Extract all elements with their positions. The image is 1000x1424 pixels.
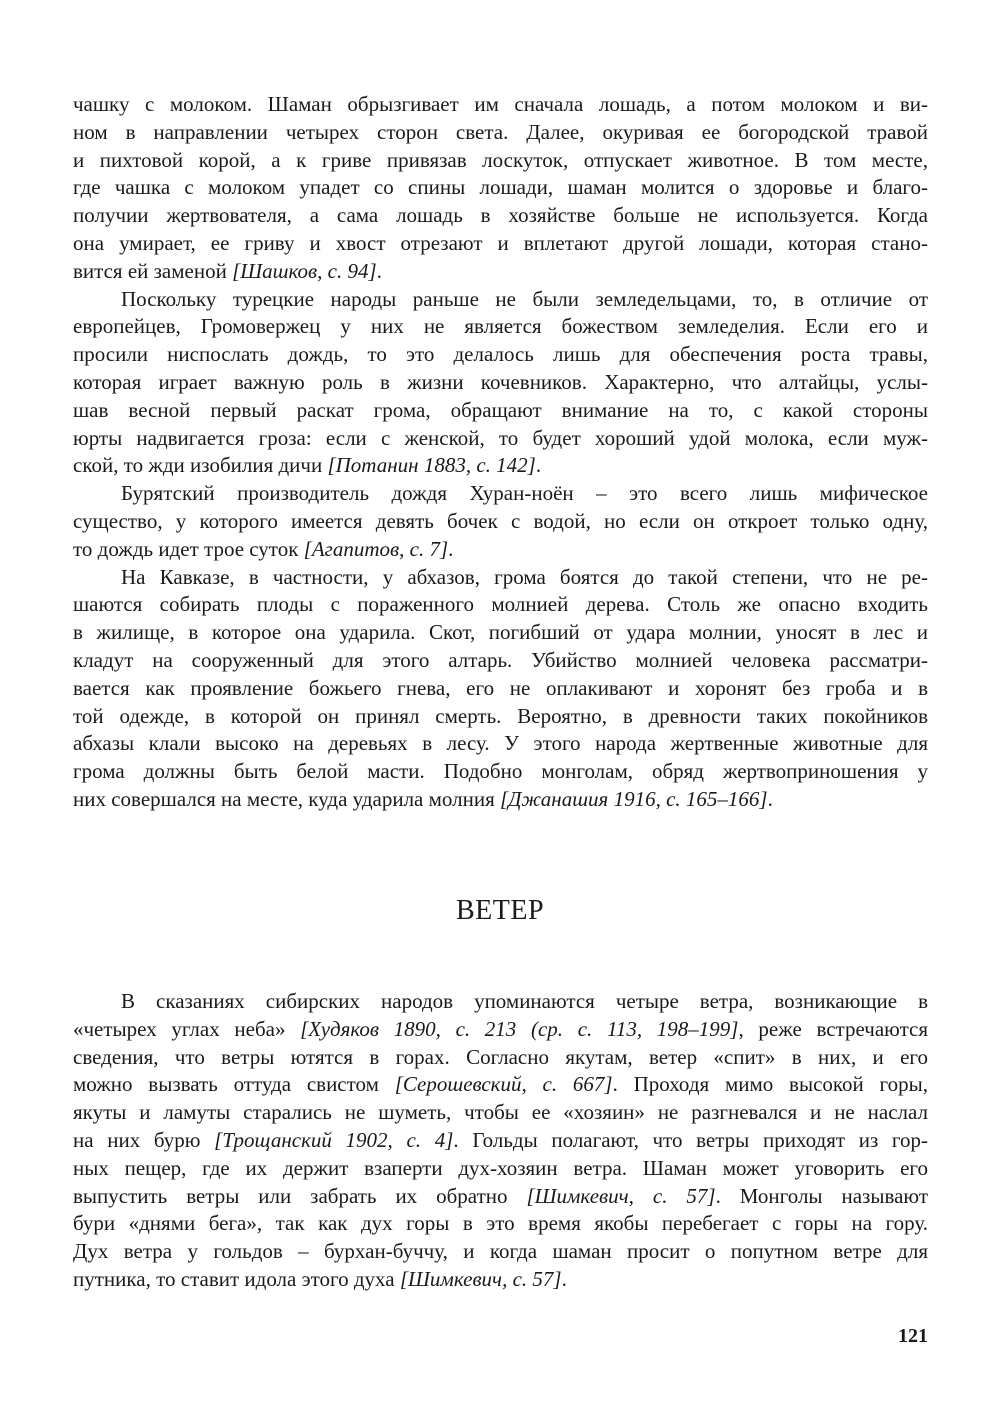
text-segment: Дух ветра у гольдов – бурхан-буччу, и когда шаман просит о попутном ветре для — [73, 1239, 928, 1264]
text-line — [73, 758, 928, 786]
text-line — [73, 508, 928, 536]
text-segment: абхазы клали высоко на деревьях в лесу. У этого народа жертвенные животные для — [73, 731, 928, 756]
text-segment: той одежде, в которой он принял смерть. Вероятно, в древности таких покойников — [73, 703, 928, 728]
text-segment: ской, то жди изобилия дичи — [73, 453, 328, 478]
text-line — [73, 286, 928, 314]
text-segment: европейцев, Громовержец у них не является божеством земледелия. Если его и — [73, 314, 928, 339]
text-segment: которая играет важную роль в жизни кочевников. Характерно, что алтайцы, услы- — [73, 369, 928, 394]
text-segment: на них бурю — [73, 1127, 215, 1152]
citation: [Трощанский 1902, с. 4] — [214, 1127, 454, 1152]
text-segment: . Проходя мимо высокой горы, — [612, 1072, 928, 1097]
paragraph — [73, 286, 928, 481]
text-line — [73, 1071, 928, 1099]
text-line — [73, 258, 928, 286]
paragraph — [73, 91, 928, 286]
text-segment: выпустить ветры или забрать их обратно — [73, 1183, 527, 1208]
text-segment: существо, у которого имеется девять бочек с водой, но если он откроет только одну, — [73, 508, 928, 533]
section-heading: ВЕТЕР — [455, 895, 545, 926]
text-line — [73, 564, 928, 592]
text-segment: . — [535, 453, 542, 478]
text-segment: Поскольку турецкие народы раньше не были земледельцами, то, в отличие от — [121, 286, 928, 311]
text-segment: путника, то ставит идола этого духа — [73, 1266, 400, 1291]
text-segment: . — [448, 536, 454, 561]
text-segment: она умирает, ее гриву и хвост отрезают и вплетают другой лошади, которая стано- — [73, 230, 928, 255]
citation: [Потанин 1883, с. 142] — [327, 453, 536, 478]
text-line — [73, 786, 928, 814]
paragraph — [73, 564, 928, 814]
citation: [Шашков, с. 94] — [232, 258, 377, 283]
citation: [Шимкевич, с. 57] — [399, 1266, 562, 1291]
text-line — [73, 91, 928, 119]
text-line — [73, 619, 928, 647]
text-segment: просили ниспослать дождь, то это делалось лишь для обеспечения роста травы, — [73, 342, 928, 367]
text-segment: то дождь идет трое суток — [73, 536, 304, 561]
text-segment: можно вызвать оттуда свистом — [73, 1072, 395, 1097]
text-line — [73, 1044, 928, 1072]
text-line — [73, 452, 928, 480]
text-line — [73, 341, 928, 369]
text-segment: грома должны быть белой масти. Подобно монголам, обряд жертвоприношения у — [73, 759, 928, 784]
text-line — [73, 988, 928, 1016]
text-segment: вается как проявление божьего гнева, его не оплакивают и хоронят без гроба и в — [73, 675, 928, 700]
text-segment: чашку с молоком. Шаман обрызгивает им сначала лошадь, а потом молоком и ви- — [73, 92, 928, 116]
text-line — [73, 1210, 928, 1238]
text-segment: шав весной первый раскат грома, обращают внимание на то, с какой стороны — [73, 397, 928, 422]
text-line — [73, 1127, 928, 1155]
text-segment: . — [376, 258, 382, 283]
text-segment: юрты надвигается гроза: если с женской, то будет хороший удой молока, если муж- — [73, 425, 928, 450]
text-line — [73, 1266, 928, 1294]
text-line — [73, 480, 928, 508]
text-segment: бури «днями бега», так как дух горы в это время якобы перебегает с горы на гору. — [73, 1211, 928, 1236]
text-line — [73, 730, 928, 758]
text-segment: На Кавказе, в частности, у абхазов, грома боятся до такой степени, что не ре- — [121, 564, 928, 589]
text-line — [73, 174, 928, 202]
text-segment: ном в направлении четырех сторон света. Далее, окуривая ее богородской травой — [73, 119, 928, 144]
text-line — [73, 119, 928, 147]
text-segment: шаются собирать плоды с пораженного молнией дерева. Столь же опасно входить — [73, 592, 928, 617]
text-segment: Бурятский производитель дождя Хуран-ноён – это всего лишь мифическое — [121, 481, 928, 506]
text-segment: В сказаниях сибирских народов упоминаются четыре ветра, возникающие в — [121, 989, 928, 1013]
text-segment: вится ей заменой — [73, 258, 233, 283]
text-segment: ных пещер, где их держит взаперти дух-хозяин ветра. Шаман может уговорить его — [73, 1155, 928, 1180]
text-line — [73, 369, 928, 397]
text-segment: получии жертвователя, а сама лошадь в хозяйстве больше не используется. Когда — [73, 203, 928, 228]
text-line — [73, 202, 928, 230]
text-line — [73, 675, 928, 703]
text-line — [73, 1016, 928, 1044]
text-line — [73, 536, 928, 564]
text-segment: . — [561, 1266, 567, 1291]
text-line — [73, 313, 928, 341]
citation: [Серошевский, с. 667] — [394, 1072, 613, 1097]
text-segment: якуты и ламуты старались не шуметь, чтобы ее «хозяин» не разгневался и не наслал — [73, 1100, 928, 1125]
citation: [Джанашия 1916, с. 165–166] — [500, 786, 768, 811]
paragraph — [73, 480, 928, 563]
text-segment: и пихтовой корой, а к гриве привязав лоскуток, отпускает животное. В том месте, — [73, 147, 928, 172]
text-line — [73, 647, 928, 675]
citation: [Худяков 1890, с. 213 (ср. с. 113, 198–199] — [300, 1016, 739, 1041]
text-line — [73, 703, 928, 731]
text-line — [73, 230, 928, 258]
text-line — [73, 397, 928, 425]
text-line — [73, 1238, 928, 1266]
text-segment: «четырех углах неба» — [73, 1016, 301, 1041]
text-segment: , реже встречаются — [738, 1016, 928, 1041]
text-segment: сведения, что ветры ютятся в горах. Согласно якутам, ветер «спит» в них, и его — [73, 1044, 928, 1069]
citation: [Шимкевич, с. 57] — [526, 1183, 716, 1208]
body-text-section-1 — [73, 91, 928, 814]
text-line — [73, 425, 928, 453]
text-line — [73, 591, 928, 619]
paragraph — [73, 988, 928, 1294]
text-segment: них совершался на месте, куда ударила молния — [73, 786, 500, 811]
page-number: 121 — [898, 1325, 928, 1347]
text-segment: где чашка с молоком упадет со спины лошади, шаман молится о здоровье и благо- — [73, 175, 928, 200]
text-segment: . Монголы называют — [715, 1183, 928, 1208]
citation: [Агапитов, с. 7] — [303, 536, 449, 561]
text-line — [73, 1155, 928, 1183]
text-segment: в жилище, в которое она ударила. Скот, погибший от удара молнии, уносят в лес и — [73, 620, 928, 645]
text-segment: кладут на сооруженный для этого алтарь. Убийство молнией человека рассматри- — [73, 647, 928, 672]
text-line — [73, 1099, 928, 1127]
text-line — [73, 1183, 928, 1211]
text-segment: . — [767, 786, 773, 811]
text-segment: . Гольды полагают, что ветры приходят из гор- — [453, 1127, 929, 1152]
body-text-section-2 — [73, 988, 928, 1294]
text-line — [73, 147, 928, 175]
